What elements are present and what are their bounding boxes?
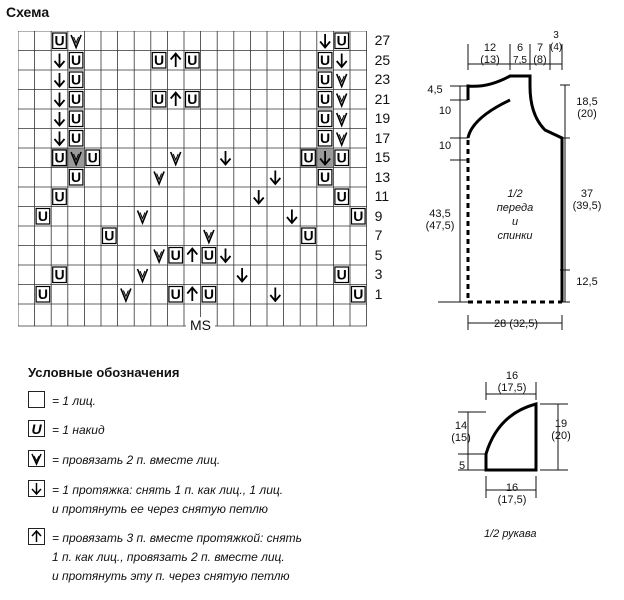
svg-text:U: U [353, 286, 364, 302]
sleeve-right: 19 (20) [551, 418, 571, 442]
yarn-over-icon [169, 247, 183, 263]
dim-w1: 12 (13) [480, 42, 500, 66]
yarn-over-icon [318, 91, 332, 107]
svg-text:U: U [203, 247, 214, 263]
ssk-icon [55, 54, 65, 68]
sk2p-icon [28, 528, 45, 545]
row-number: 3 [374, 266, 383, 282]
row-number: 23 [374, 71, 391, 87]
k2tog-icon [138, 211, 148, 224]
schematic-center-label: 1/2 переда и спинки [496, 188, 534, 242]
yarn-over-icon [53, 33, 67, 49]
yarn-over-icon [53, 267, 67, 283]
chart-title: Схема [6, 4, 50, 20]
yarn-over-icon [318, 169, 332, 185]
yarn-over-icon [335, 267, 349, 283]
ssk-icon [221, 249, 231, 263]
sleeve-schematic [448, 370, 578, 510]
yarn-over-icon [302, 228, 316, 244]
svg-text:U: U [87, 149, 98, 166]
sk2p-icon [171, 93, 181, 107]
dim-r-bot: 12,5 [576, 276, 598, 288]
svg-text:U: U [170, 247, 181, 263]
chart-footer-label: MS [186, 317, 215, 333]
ssk-icon [270, 171, 280, 185]
svg-text:U: U [54, 266, 65, 283]
k2tog-icon [171, 152, 181, 165]
row-number: 27 [374, 32, 391, 48]
ssk-icon [28, 480, 45, 497]
k2tog-icon [337, 113, 347, 126]
yarn-over-icon [318, 111, 332, 127]
k2tog-icon [138, 269, 148, 282]
sleeve-left: 14 (15) [451, 420, 471, 444]
yarn-over-icon [352, 208, 366, 224]
dim-w4: 3 (4) [550, 30, 563, 53]
knitting-chart [18, 31, 370, 329]
yarn-over-icon [69, 169, 83, 185]
yarn-over-icon [318, 52, 332, 68]
k2tog-icon [337, 74, 347, 87]
yarn-over-icon [86, 150, 100, 166]
ssk-icon [55, 93, 65, 107]
dim-h-a: 10 [438, 105, 452, 117]
yarn-over-icon [335, 189, 349, 205]
svg-text:U: U [320, 169, 331, 185]
svg-text:U: U [71, 71, 82, 88]
row-number: 7 [374, 227, 383, 243]
svg-text:U: U [187, 91, 198, 107]
yarn-over-icon [69, 91, 83, 107]
sk2p-icon [187, 249, 197, 263]
yarn-over-icon [335, 33, 349, 49]
dim-w2: 6 7,5 [513, 42, 527, 66]
yarn-over-icon [186, 91, 200, 107]
k2tog-icon [337, 133, 347, 146]
svg-text:U: U [320, 91, 331, 107]
svg-text:U: U [37, 286, 48, 302]
row-number: 13 [374, 168, 391, 185]
svg-text:U: U [154, 52, 165, 68]
svg-text:U: U [353, 208, 364, 224]
yarn-over-icon [318, 72, 332, 88]
yarn-over-icon [169, 286, 183, 302]
svg-text:U: U [71, 110, 82, 127]
dim-r-mid: 37 (39,5) [572, 188, 602, 212]
dim-h-b: 10 [438, 140, 452, 152]
yarn-over-icon [152, 52, 166, 68]
sleeve-left-small: 5 [458, 460, 466, 472]
row-number: 21 [374, 90, 391, 107]
ssk-icon [237, 268, 247, 282]
svg-text:U: U [320, 110, 331, 127]
legend-title: Условные обозначения [28, 365, 180, 380]
svg-text:U: U [31, 421, 42, 436]
svg-text:U: U [71, 52, 82, 68]
ssk-icon [55, 73, 65, 87]
svg-text:U: U [71, 169, 82, 185]
svg-text:U: U [320, 71, 331, 88]
yarn-over-icon [69, 72, 83, 88]
row-number: 5 [374, 246, 383, 263]
yarn-over-icon [28, 420, 45, 437]
svg-text:U: U [336, 149, 347, 166]
ssk-icon [337, 54, 347, 68]
row-number: 11 [374, 188, 390, 204]
svg-text:U: U [54, 188, 65, 205]
yarn-over-icon [103, 228, 117, 244]
dim-r-top: 18,5 (20) [576, 96, 598, 120]
svg-text:U: U [320, 130, 331, 146]
svg-text:U: U [336, 188, 347, 205]
sk2p-icon [187, 288, 197, 302]
k2tog-icon [28, 450, 45, 467]
knitting-chart-grid [18, 31, 370, 329]
yarn-over-icon [152, 91, 166, 107]
yarn-over-icon [36, 286, 50, 302]
svg-text:U: U [320, 52, 331, 68]
yarn-over-icon [202, 247, 216, 263]
dim-h-total: 43,5 (47,5) [425, 208, 455, 232]
dim-h-top: 4,5 [427, 84, 443, 96]
k2tog-icon [121, 289, 131, 302]
ssk-icon [221, 151, 231, 165]
yarn-over-icon [352, 286, 366, 302]
yarn-over-icon [69, 111, 83, 127]
yarn-over-icon [302, 150, 316, 166]
row-number: 9 [374, 207, 383, 224]
yarn-over-icon [36, 208, 50, 224]
k2tog-icon [337, 94, 347, 107]
row-number: 15 [374, 149, 391, 165]
k2tog-icon [204, 230, 214, 243]
dim-bottom: 28 (32,5) [493, 318, 539, 330]
sleeve-top: 16 (17,5) [497, 370, 527, 394]
ssk-icon [254, 190, 264, 204]
row-number: 25 [374, 51, 391, 68]
yarn-over-icon [53, 189, 67, 205]
sleeve-bottom: 16 (17,5) [497, 482, 527, 506]
ssk-icon [270, 288, 280, 302]
svg-text:U: U [154, 91, 165, 107]
svg-text:U: U [303, 227, 314, 244]
k2tog-icon [154, 250, 164, 263]
svg-text:U: U [54, 32, 65, 49]
ssk-icon [55, 112, 65, 126]
garment-schematic [420, 30, 610, 350]
row-number: 17 [374, 129, 391, 146]
svg-text:U: U [187, 52, 198, 68]
svg-text:U: U [336, 266, 347, 283]
ssk-icon [55, 132, 65, 146]
svg-text:U: U [71, 91, 82, 107]
yarn-over-icon [335, 150, 349, 166]
row-number: 1 [374, 285, 383, 302]
dim-w3: 7 (8) [533, 42, 547, 66]
row-number: 19 [374, 110, 391, 126]
yarn-over-icon [53, 150, 67, 166]
svg-text:U: U [71, 130, 82, 146]
ssk-icon [320, 34, 330, 48]
yarn-over-icon [318, 130, 332, 146]
svg-text:U: U [104, 227, 115, 244]
k2tog-icon [71, 35, 81, 48]
svg-text:U: U [303, 149, 314, 166]
yarn-over-icon [69, 52, 83, 68]
svg-text:U: U [170, 286, 181, 302]
yarn-over-icon [69, 130, 83, 146]
empty-cell-icon [28, 391, 45, 408]
svg-text:U: U [336, 32, 347, 49]
svg-text:U: U [203, 286, 214, 302]
ssk-icon [287, 210, 297, 224]
k2tog-icon [154, 172, 164, 185]
svg-text:U: U [37, 208, 48, 224]
sleeve-caption: 1/2 рукава [484, 528, 537, 540]
svg-text:U: U [54, 149, 65, 166]
yarn-over-icon [186, 52, 200, 68]
sk2p-icon [171, 54, 181, 68]
yarn-over-icon [202, 286, 216, 302]
